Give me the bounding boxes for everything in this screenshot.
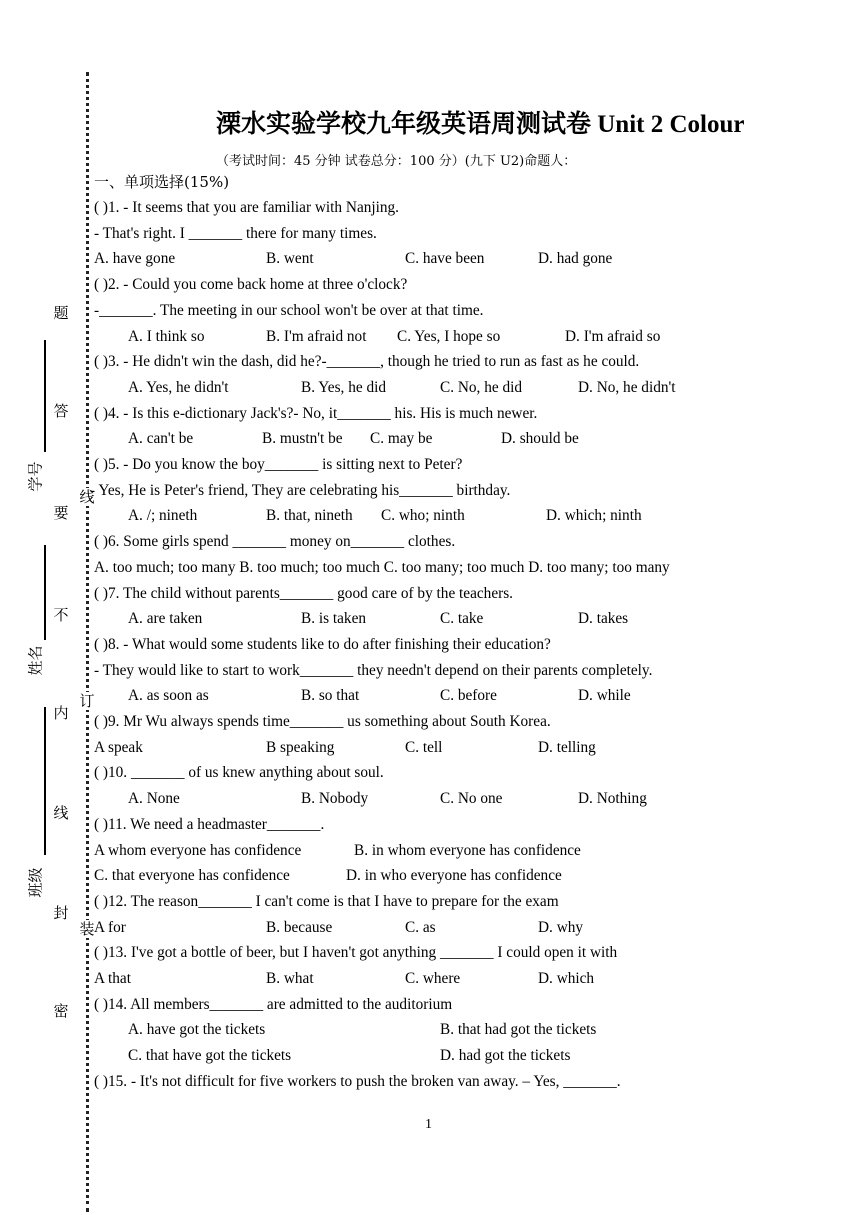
answer-option: B. Nobody	[301, 790, 369, 808]
answer-option: C. who; ninth	[381, 507, 465, 525]
margin-char: 要	[53, 504, 69, 522]
question-line: ( )6. Some girls spend _______ money on_______ clothes.	[94, 533, 456, 551]
section-heading: 一、单项选择(15%)	[94, 173, 230, 191]
answer-option: D. which; ninth	[546, 507, 642, 525]
answer-option: D. Nothing	[578, 790, 647, 808]
question-line: ( )11. We need a headmaster_______.	[94, 815, 325, 833]
answer-option: B. I'm afraid not	[266, 327, 367, 345]
answer-option: D. takes	[578, 610, 629, 628]
margin-char: 密	[53, 1002, 69, 1020]
question-line: A. too much; too many B. too much; too much C. too many; too much D. too many; too many	[94, 558, 670, 576]
answer-option: C. Yes, I hope so	[397, 327, 501, 345]
answer-option: C. as	[405, 918, 436, 936]
answer-option: D. No, he didn't	[578, 378, 676, 396]
answer-option: C. No, he did	[440, 378, 523, 396]
margin-char: 答	[53, 402, 69, 420]
question-line: -_______. The meeting in our school won't be over at that time.	[94, 301, 484, 319]
answer-option: D. telling	[538, 738, 596, 756]
answer-option: B. that, nineth	[266, 507, 353, 525]
answer-option: A. I think so	[128, 327, 205, 345]
answer-option: B speaking	[266, 738, 335, 756]
answer-option: A. Yes, he didn't	[128, 378, 229, 396]
student-id-label: 学号	[26, 461, 45, 492]
name-underline	[44, 545, 46, 640]
answer-option: A whom everyone has confidence	[94, 841, 302, 859]
answer-option: D. in who everyone has confidence	[346, 867, 562, 885]
answer-option: D. while	[578, 687, 631, 705]
answer-option: A. have got the tickets	[128, 1021, 266, 1039]
class-label: 班级	[26, 867, 45, 898]
answer-option: B. in whom everyone has confidence	[354, 841, 581, 859]
question-line: ( )5. - Do you know the boy_______ is sitting next to Peter?	[94, 456, 463, 473]
question-line: ( )14. All members_______ are admitted to the auditorium	[94, 995, 453, 1013]
answer-option: A. are taken	[128, 610, 203, 628]
answer-option: A speak	[94, 738, 143, 756]
class-underline	[44, 707, 46, 855]
question-line: - They would like to start to work_______ they needn't depend on their parents completely.	[94, 661, 653, 679]
answer-option: B. went	[266, 250, 314, 268]
answer-option: D. I'm afraid so	[565, 327, 661, 345]
answer-option: B. mustn't be	[262, 430, 343, 448]
margin-char: 线	[53, 804, 69, 822]
answer-option: B. because	[266, 918, 333, 936]
question-line: ( )3. - He didn't win the dash, did he?-_______, though he tried to run as fast as he could.	[94, 353, 640, 371]
question-line: ( )13. I've got a bottle of beer, but I haven't got anything _______ I could open it with	[94, 944, 618, 962]
question-line: - That's right. I _______ there for many times.	[94, 224, 377, 242]
answer-option: B. Yes, he did	[301, 378, 386, 396]
margin-char: 装	[79, 920, 95, 938]
answer-option: D. had gone	[538, 250, 613, 268]
margin-char: 封	[53, 904, 69, 922]
answer-option: B. what	[266, 970, 314, 987]
answer-option: D. had got the tickets	[440, 1047, 571, 1065]
answer-option: A for	[94, 918, 126, 936]
question-line: ( )10. _______ of us knew anything about soul.	[94, 764, 384, 782]
binding-dotted-line	[86, 72, 89, 1212]
answer-option: A. can't be	[128, 430, 194, 448]
answer-option: A. as soon as	[128, 687, 209, 705]
answer-option: A that	[94, 970, 131, 987]
answer-option: D. should be	[501, 430, 579, 448]
answer-option: C. tell	[405, 738, 443, 756]
answer-option: A. /; nineth	[128, 507, 198, 525]
answer-option: B. that had got the tickets	[440, 1021, 597, 1039]
question-line: ( )12. The reason_______ I can't come is that I have to prepare for the exam	[94, 892, 559, 910]
question-line: ( )9. Mr Wu always spends time_______ us something about South Korea.	[94, 713, 551, 730]
name-label: 姓名	[26, 645, 45, 676]
answer-option: C. where	[405, 970, 461, 987]
margin-char: 不	[53, 606, 69, 624]
page-number: 1	[425, 1117, 432, 1132]
answer-option: B. so that	[301, 687, 360, 705]
answer-option: C. take	[440, 610, 484, 628]
margin-char: 题	[53, 304, 69, 322]
question-line: - Yes, He is Peter's friend, They are celebrating his_______ birthday.	[90, 481, 511, 499]
answer-option: C. have been	[405, 250, 485, 268]
question-line: ( )4. - Is this e-dictionary Jack's?- No, it_______ his. His is much newer.	[94, 404, 538, 422]
exam-info: （考试时间：45 分钟 试卷总分：100 分）(九下 U2)命题人：	[216, 154, 577, 169]
question-line: ( )8. - What would some students like to do after finishing their education?	[94, 635, 551, 653]
page-title: 溧水实验学校九年级英语周测试卷 Unit 2 Colour	[216, 111, 745, 138]
answer-option: C. may be	[370, 430, 433, 448]
margin-char: 订	[79, 692, 95, 710]
answer-option: B. is taken	[301, 610, 367, 628]
margin-char: 内	[53, 704, 69, 722]
question-line: ( )7. The child without parents_______ good care of by the teachers.	[94, 584, 513, 602]
margin-char: 线	[79, 488, 95, 506]
student-id-underline	[44, 340, 46, 452]
answer-option: D. why	[538, 918, 584, 936]
answer-option: A. None	[128, 790, 180, 808]
answer-option: C. that everyone has confidence	[94, 867, 290, 885]
answer-option: D. which	[538, 970, 595, 987]
question-line: ( )1. - It seems that you are familiar with Nanjing.	[94, 199, 399, 216]
answer-option: A. have gone	[94, 250, 176, 268]
answer-option: C. before	[440, 687, 497, 705]
answer-option: C. that have got the tickets	[128, 1047, 292, 1065]
answer-option: C. No one	[440, 790, 503, 808]
question-line: ( )2. - Could you come back home at three o'clock?	[94, 276, 408, 294]
question-line: ( )15. - It's not difficult for five workers to push the broken van away. – Yes, _______.	[94, 1072, 621, 1090]
